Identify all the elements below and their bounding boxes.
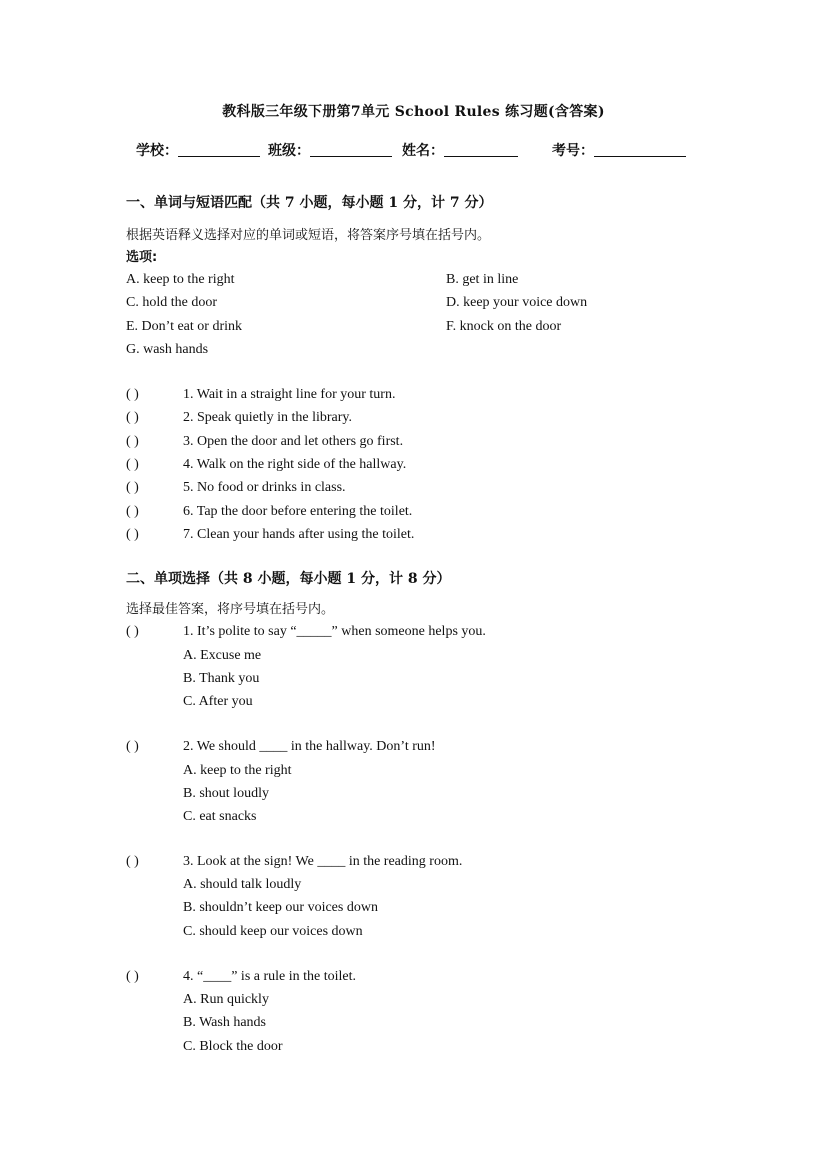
answer-bracket[interactable]: ( ) <box>126 410 139 425</box>
answer-bracket[interactable]: ( ) <box>126 457 139 472</box>
mc-question: 1. It’s polite to say “_____” when someone helps you. <box>183 624 486 639</box>
school-field <box>136 140 260 160</box>
class-blank <box>310 142 392 157</box>
mc-option: C. After you <box>183 694 253 709</box>
answer-bracket[interactable]: ( ) <box>126 624 139 639</box>
match-question: 2. Speak quietly in the library. <box>183 410 352 425</box>
mc-option: A. keep to the right <box>183 763 292 778</box>
match-option: C. hold the door <box>126 295 217 310</box>
name-blank <box>444 142 518 157</box>
answer-bracket[interactable]: ( ) <box>126 739 139 754</box>
answer-bracket[interactable]: ( ) <box>126 480 139 495</box>
mc-option: A. Excuse me <box>183 648 262 663</box>
mc-option: A. Run quickly <box>183 992 269 1007</box>
number-label: 考号： <box>552 143 594 159</box>
mc-option: C. should keep our voices down <box>183 924 363 939</box>
mc-option: B. shouldn’t keep our voices down <box>183 900 378 915</box>
answer-bracket[interactable]: ( ) <box>126 527 139 542</box>
match-question: 7. Clean your hands after using the toilet. <box>183 527 415 542</box>
answer-bracket[interactable]: ( ) <box>126 434 139 449</box>
section1-instruction: 根据英语释义选择对应的单词或短语，将答案序号填在括号内。 <box>126 228 491 243</box>
school-blank <box>178 142 260 157</box>
mc-question: 4. “____” is a rule in the toilet. <box>183 969 357 984</box>
match-option: D. keep your voice down <box>446 295 588 310</box>
match-option: E. Don’t eat or drink <box>126 319 242 334</box>
mc-option: C. Block the door <box>183 1039 283 1054</box>
match-question: 4. Walk on the right side of the hallway. <box>183 457 407 472</box>
number-field <box>552 140 686 160</box>
school-label: 学校： <box>136 143 178 159</box>
match-option: B. get in line <box>446 272 519 287</box>
answer-bracket[interactable]: ( ) <box>126 854 139 869</box>
match-option: F. knock on the door <box>446 319 562 334</box>
mc-option: B. Wash hands <box>183 1015 267 1030</box>
section2-heading: 二、单项选择（共 8 小题，每小题 1 分，计 8 分） <box>126 571 451 587</box>
mc-option: C. eat snacks <box>183 809 257 824</box>
class-field <box>268 140 392 160</box>
mc-option: B. Thank you <box>183 671 260 686</box>
options-label: 选项: <box>126 250 158 265</box>
name-label: 姓名： <box>402 143 444 159</box>
answer-bracket[interactable]: ( ) <box>126 969 139 984</box>
mc-question: 2. We should ____ in the hallway. Don’t run! <box>183 739 436 754</box>
match-option: A. keep to the right <box>126 272 235 287</box>
number-blank <box>594 142 686 157</box>
answer-bracket[interactable]: ( ) <box>126 504 139 519</box>
answer-bracket[interactable]: ( ) <box>126 387 139 402</box>
match-option: G. wash hands <box>126 342 209 357</box>
page-title: 教科版三年级下册第7单元 School Rules 练习题(含答案) <box>222 104 605 120</box>
name-field <box>402 140 518 160</box>
match-question: 5. No food or drinks in class. <box>183 480 346 495</box>
section1-heading: 一、单词与短语匹配（共 7 小题，每小题 1 分，计 7 分） <box>126 195 493 211</box>
section2-instruction: 选择最佳答案，将序号填在括号内。 <box>126 602 335 617</box>
class-label: 班级： <box>268 143 310 159</box>
match-question: 1. Wait in a straight line for your turn. <box>183 387 396 402</box>
match-question: 6. Tap the door before entering the toilet. <box>183 504 413 519</box>
mc-option: A. should talk loudly <box>183 877 302 892</box>
match-question: 3. Open the door and let others go first. <box>183 434 404 449</box>
mc-option: B. shout loudly <box>183 786 269 801</box>
mc-question: 3. Look at the sign! We ____ in the reading room. <box>183 854 463 869</box>
